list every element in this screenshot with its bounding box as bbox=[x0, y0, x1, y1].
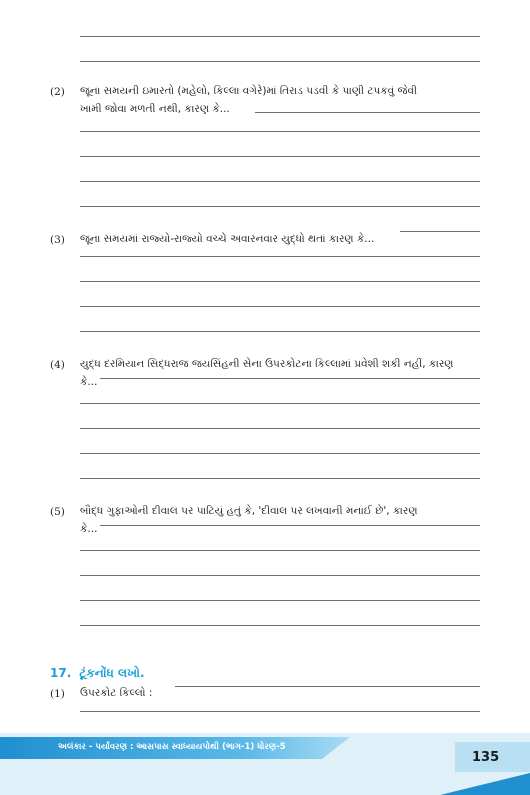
question-text: કે... bbox=[80, 523, 98, 535]
answer-line bbox=[80, 281, 480, 282]
answer-line bbox=[80, 403, 480, 404]
answer-line bbox=[175, 686, 480, 687]
question-number: (3) bbox=[50, 234, 65, 246]
answer-line bbox=[255, 112, 480, 113]
answer-line bbox=[80, 156, 480, 157]
answer-line bbox=[80, 711, 480, 712]
note-item-label: ઉપરકોટ કિલ્લો : bbox=[80, 687, 153, 699]
answer-line bbox=[80, 331, 480, 332]
section-title: ટૂંકનોંધ લખો. bbox=[79, 666, 145, 680]
answer-line bbox=[80, 600, 480, 601]
answer-line bbox=[80, 306, 480, 307]
question-text: બૌદ્ધ ગુફાઓની દીવાલ પર પાટિયું હતું કે, 'દીવાલ પર લખવાની મનાઈ છે', કારણ bbox=[80, 505, 418, 517]
question-text: ખામી જોવા મળતી નથી, કારણ કે... bbox=[80, 103, 230, 115]
page-number: 135 bbox=[472, 750, 500, 765]
answer-line bbox=[80, 478, 480, 479]
answer-line bbox=[80, 36, 480, 37]
question-number: (4) bbox=[50, 359, 65, 371]
corner-decoration bbox=[440, 773, 530, 795]
answer-line bbox=[80, 61, 480, 62]
question-text: કે... bbox=[80, 376, 98, 388]
answer-line bbox=[80, 575, 480, 576]
question-text: જૂના સમયમાં રાજ્યો-રાજ્યો વચ્ચે અવારનવાર યુદ્ધો થતાં કારણ કે... bbox=[80, 233, 375, 245]
footer-title: અલંકાર - પર્યાવરણ : આસપાસ સ્વાધ્યાયપોથી (ભાગ-1) ધોરણ-5 bbox=[58, 742, 286, 752]
answer-line bbox=[100, 525, 480, 526]
question-number: (2) bbox=[50, 86, 65, 98]
answer-line bbox=[80, 131, 480, 132]
answer-line bbox=[80, 625, 480, 626]
answer-line bbox=[80, 550, 480, 551]
answer-line bbox=[400, 231, 480, 232]
question-text: જૂના સમયની ઇમારતો (મહેલો, કિલ્લા વગેરે)માં તિરાડ પડવી કે પાણી ટપકવું જેવી bbox=[80, 85, 418, 97]
section-number: 17. bbox=[50, 666, 72, 680]
question-text: યુદ્ધ દરમિયાન સિદ્ધરાજ જયસિંહની સેના ઉપરકોટના કિલ્લામાં પ્રવેશી શકી નહીં, કારણ bbox=[80, 358, 454, 370]
answer-line bbox=[80, 256, 480, 257]
section-heading bbox=[50, 666, 145, 681]
answer-line bbox=[80, 428, 480, 429]
answer-line bbox=[80, 206, 480, 207]
answer-line bbox=[100, 378, 480, 379]
note-item-number: (1) bbox=[50, 688, 65, 700]
answer-line bbox=[80, 453, 480, 454]
answer-line bbox=[80, 181, 480, 182]
question-number: (5) bbox=[50, 506, 65, 518]
